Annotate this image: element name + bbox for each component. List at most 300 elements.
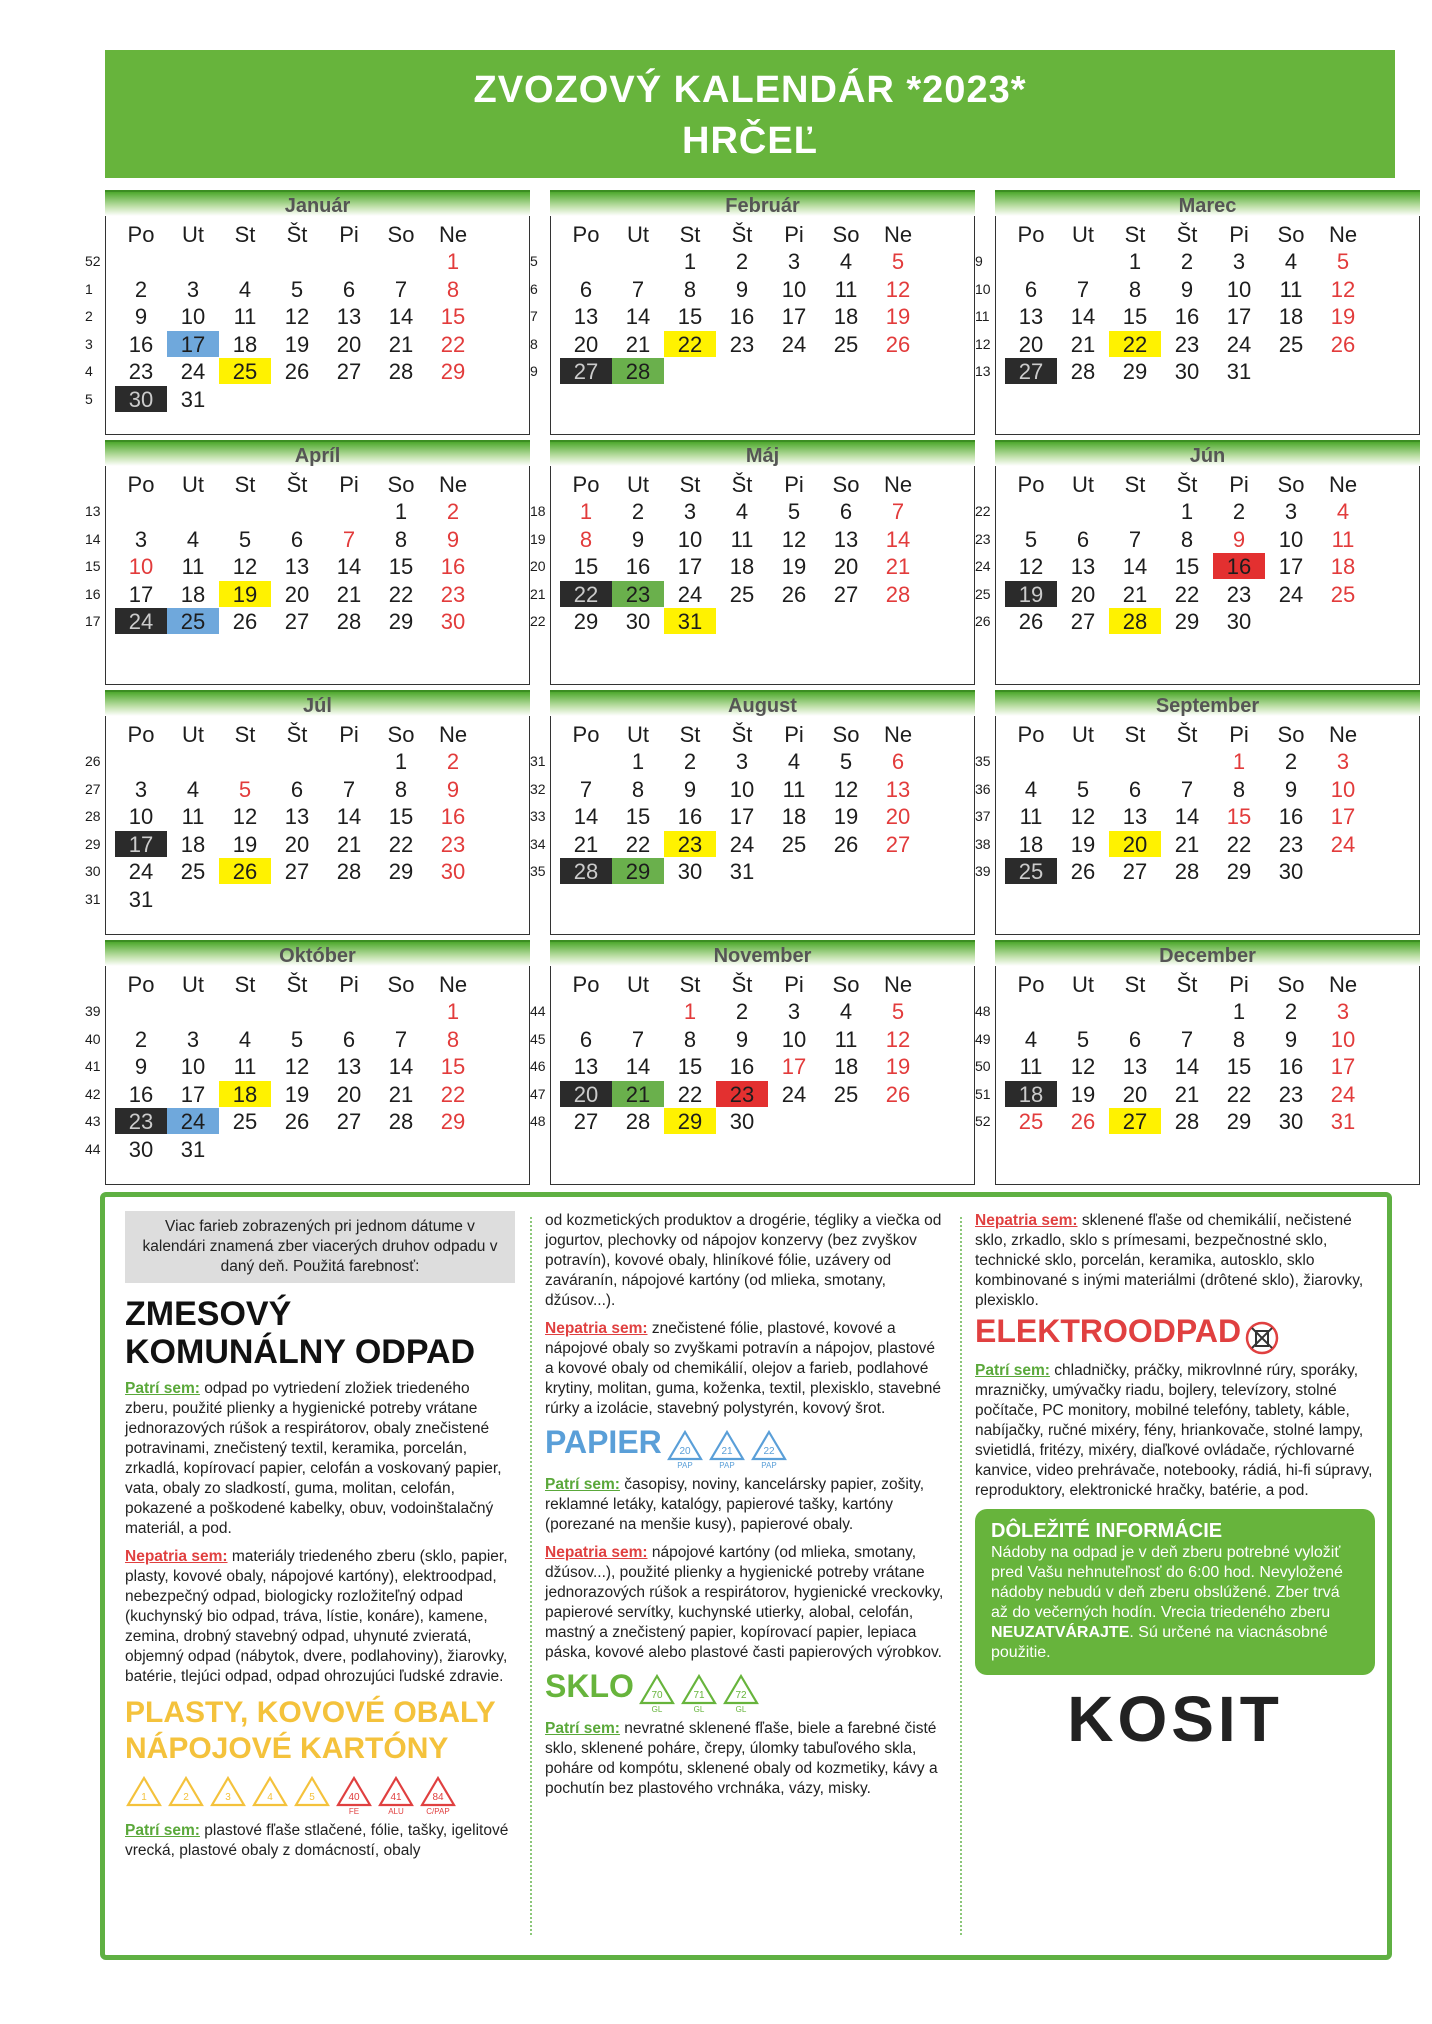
day-header: So <box>1277 222 1305 247</box>
day-header: Po <box>1017 722 1045 747</box>
calendar-day: 23 <box>664 831 716 857</box>
day-header: Št <box>731 972 753 997</box>
calendar-day: 6 <box>342 1026 356 1052</box>
calendar-day: 25 <box>1005 858 1057 884</box>
day-header: St <box>679 472 701 497</box>
calendar-day: 27 <box>1005 358 1057 384</box>
calendar-day: 19 <box>284 1081 310 1107</box>
week-number: 5 <box>85 390 93 407</box>
calendar-day: 13 <box>833 526 859 552</box>
svg-text:PAP: PAP <box>761 1461 777 1469</box>
calendar-day: 26 <box>833 831 859 857</box>
calendar-day: 27 <box>1109 1108 1161 1134</box>
calendar-day: 23 <box>716 1081 768 1107</box>
calendar-day: 20 <box>1122 1081 1148 1107</box>
calendar-day: 23 <box>729 331 755 357</box>
day-header: Št <box>1176 472 1198 497</box>
calendar-day: 28 <box>1109 608 1161 634</box>
calendar-day: 7 <box>631 276 645 302</box>
svg-text:PAP: PAP <box>677 1461 693 1469</box>
week-number: 25 <box>975 585 991 602</box>
svg-text:20: 20 <box>679 1446 691 1457</box>
week-number: 45 <box>530 1030 546 1047</box>
crossed-bin-icon <box>1245 1321 1279 1355</box>
calendar-day: 12 <box>885 1026 911 1052</box>
week-number: 23 <box>975 530 991 547</box>
week-number: 16 <box>85 585 101 602</box>
calendar-day: 1 <box>579 499 593 524</box>
papier-recycle-icons <box>666 1440 792 1469</box>
week-number: 12 <box>975 335 991 352</box>
day-header: Št <box>286 222 308 247</box>
calendar-day: 2 <box>1284 999 1298 1024</box>
week-number: 20 <box>530 558 546 574</box>
day-header: St <box>234 722 256 747</box>
calendar-day: 8 <box>1128 276 1142 302</box>
sklo-patri: nevratné sklenené fľaše, biele a farebné čisté sklo, sklenené poháre, črepy, úlomky tabuľového skla, poháre od kompótu, sklenené obaly od kozmetiky, kávy a pochutín bez plastového vrchnáka, vázy, misky. <box>545 1720 938 1797</box>
calendar-day: 15 <box>440 1054 466 1079</box>
calendar-day: 19 <box>284 331 310 357</box>
day-header: Pi <box>784 722 804 747</box>
calendar-day: 7 <box>394 1026 408 1052</box>
calendar-day: 21 <box>388 1081 414 1107</box>
calendar-day: 25 <box>180 859 206 884</box>
calendar-day: 11 <box>834 1026 858 1052</box>
calendar-day: 13 <box>573 1054 599 1079</box>
day-header: Št <box>286 722 308 747</box>
patri-label: Patrí sem: <box>975 1362 1050 1379</box>
week-number: 35 <box>530 863 546 879</box>
calendar-day: 31 <box>729 859 755 884</box>
day-header: Po <box>127 222 155 247</box>
calendar-day: 30 <box>1278 859 1304 884</box>
day-header: So <box>832 972 860 997</box>
calendar-day: 12 <box>284 1054 310 1079</box>
calendar-day: 6 <box>1128 1026 1142 1052</box>
calendar-day: 1 <box>1128 249 1142 274</box>
day-header: So <box>1277 972 1305 997</box>
week-number: 19 <box>530 530 546 547</box>
calendar-day: 23 <box>1278 1081 1304 1107</box>
day-header: Ut <box>182 972 204 997</box>
week-number: 11 <box>975 308 990 324</box>
calendar-day: 8 <box>394 776 408 802</box>
day-header: Pi <box>784 472 804 497</box>
calendar-day: 13 <box>1122 1054 1148 1079</box>
calendar-day: 19 <box>885 1054 911 1079</box>
nepatri-label: Nepatria sem: <box>545 1544 648 1561</box>
svg-text:GL: GL <box>735 1705 747 1713</box>
calendar-day: 16 <box>625 554 651 579</box>
month-august <box>520 690 975 935</box>
calendar-day: 7 <box>631 1026 645 1052</box>
calendar-day: 6 <box>839 499 853 524</box>
recycle-triangle-icon <box>708 1429 746 1469</box>
month-február <box>520 190 975 435</box>
calendar-day: 25 <box>833 1081 859 1107</box>
calendar-day: 30 <box>440 609 466 634</box>
calendar-day: 1 <box>683 999 697 1024</box>
calendar-day: 4 <box>1284 249 1298 274</box>
svg-text:22: 22 <box>763 1446 775 1457</box>
calendar-day: 11 <box>181 554 205 579</box>
day-header: So <box>387 472 415 497</box>
plasty-recycle-icons <box>125 1775 515 1815</box>
calendar-day: 17 <box>729 804 755 829</box>
calendar-day: 5 <box>238 776 252 802</box>
calendar-day: 27 <box>336 359 362 384</box>
calendar-day: 13 <box>885 776 911 802</box>
week-number: 34 <box>530 835 546 852</box>
calendar-day: 17 <box>1330 804 1356 829</box>
calendar-day: 24 <box>180 359 206 384</box>
info-panel <box>100 1192 1392 1960</box>
calendar-day: 15 <box>1174 554 1200 579</box>
nepatri-label: Nepatria sem: <box>545 1320 648 1337</box>
month-name: Jún <box>995 440 1420 466</box>
calendar-day: 9 <box>1180 276 1194 302</box>
day-header: St <box>1124 222 1146 247</box>
month-name: Marec <box>995 190 1420 216</box>
calendar-day: 14 <box>885 526 911 552</box>
calendar-day: 22 <box>677 1081 703 1107</box>
day-header: Ut <box>627 472 649 497</box>
calendar-day: 13 <box>336 1054 362 1079</box>
day-header: Ne <box>883 972 913 997</box>
calendar-day: 9 <box>735 1026 749 1052</box>
calendar-day: 16 <box>1278 804 1304 829</box>
day-header: St <box>679 722 701 747</box>
calendar-day: 15 <box>677 304 703 329</box>
papier-title: PAPIER <box>545 1424 662 1461</box>
week-number: 51 <box>975 1085 991 1102</box>
calendar-day: 29 <box>1226 1109 1252 1134</box>
svg-text:41: 41 <box>390 1792 402 1803</box>
calendar-day: 29 <box>612 858 664 884</box>
recycle-triangle-icon <box>722 1673 760 1713</box>
day-header: Po <box>572 722 600 747</box>
calendar-day: 16 <box>128 1081 154 1107</box>
calendar-day: 2 <box>683 749 697 774</box>
calendar-day: 31 <box>128 886 154 912</box>
elektro-title: ELEKTROODPAD <box>975 1313 1242 1350</box>
calendar-day: 18 <box>180 831 206 857</box>
day-header: Št <box>731 222 753 247</box>
recycle-triangle-icon <box>167 1775 205 1815</box>
calendar-day: 29 <box>440 1109 466 1134</box>
calendar-day: 22 <box>388 831 414 857</box>
calendar-day: 10 <box>1278 526 1304 552</box>
dolezite-text-a: Nádoby na odpad je v deň zberu potrebné vyložiť pred Vašu nehnuteľnosť do 6:00 hod. Nevyložené nádoby nebudú v deň zberu obslúžené. Zber trvá až do večerných hodín. Vrecia triedeného zberu <box>991 1544 1343 1621</box>
patri-label: Patrí sem: <box>125 1380 200 1397</box>
calendar-day: 24 <box>167 1108 219 1134</box>
calendar-day: 4 <box>839 999 853 1024</box>
day-header: Ut <box>1072 722 1094 747</box>
week-number: 5 <box>530 253 538 269</box>
week-number: 31 <box>530 753 546 769</box>
calendar-day: 25 <box>1018 1109 1044 1134</box>
calendar-day: 15 <box>1122 304 1148 329</box>
calendar-day: 1 <box>631 749 645 774</box>
calendar-day: 18 <box>232 331 258 357</box>
papier-patri: časopisy, noviny, kancelársky papier, zošity, reklamné letáky, katalógy, papierové tašky, kartóny (porezané na menšie kusy), papierové obaly. <box>545 1476 925 1533</box>
calendar-day: 11 <box>181 804 205 829</box>
svg-text:84: 84 <box>432 1792 444 1803</box>
calendar-day: 30 <box>440 859 466 884</box>
calendar-day: 6 <box>342 276 356 302</box>
calendar-day: 29 <box>388 859 414 884</box>
calendar-day: 16 <box>729 304 755 329</box>
svg-text:3: 3 <box>225 1792 231 1803</box>
calendar-day: 3 <box>1336 749 1350 774</box>
calendar-day: 19 <box>232 831 258 857</box>
svg-text:4: 4 <box>267 1792 273 1803</box>
calendar-day: 29 <box>388 609 414 634</box>
calendar-day: 3 <box>186 276 200 302</box>
calendar-day: 4 <box>1336 499 1350 524</box>
calendar-day: 10 <box>729 776 755 802</box>
calendar-day: 3 <box>787 999 801 1024</box>
calendar-day: 25 <box>781 831 807 857</box>
calendar-day: 21 <box>336 581 362 607</box>
calendar-day: 12 <box>1330 276 1356 302</box>
calendar-day: 18 <box>781 804 807 829</box>
calendar-day: 10 <box>1330 776 1356 802</box>
calendar-day: 12 <box>781 526 807 552</box>
day-header: Po <box>1017 472 1045 497</box>
dolezite-text-b: NEUZATVÁRAJTE <box>991 1624 1130 1641</box>
calendar-day: 26 <box>885 331 911 357</box>
calendar-day: 27 <box>1070 609 1096 634</box>
calendar-day: 13 <box>284 554 310 579</box>
calendar-day: 8 <box>631 776 645 802</box>
calendar-day: 9 <box>446 526 460 552</box>
calendar-day: 13 <box>1018 304 1044 329</box>
calendar-day: 12 <box>833 776 859 802</box>
papier-nepatri: nápojové kartóny (od mlieka, smotany, džúsov...), použité plienky a hygienické potreby vrátane jednorazových rúšok a respirátorov, hygienické vreckovky, papierové servítky, kuchynské utierky, alobal, celofán, mastný a znečistený papier, kopírovací papier, lepiaca páska, kovové alebo plastové časti papierových výrobkov. <box>545 1544 944 1661</box>
calendar-day: 21 <box>336 831 362 857</box>
week-number: 6 <box>530 280 538 297</box>
calendar-day: 20 <box>336 331 362 357</box>
calendar-day: 11 <box>730 526 754 552</box>
calendar-day: 21 <box>573 831 599 857</box>
calendar-day: 16 <box>1174 304 1200 329</box>
calendar-day: 24 <box>781 331 807 357</box>
week-number: 30 <box>85 863 101 879</box>
day-header: St <box>234 972 256 997</box>
calendar-day: 11 <box>1331 526 1355 552</box>
calendar-day: 20 <box>1070 581 1096 607</box>
day-header: Pi <box>339 722 359 747</box>
calendar-day: 2 <box>134 1026 148 1052</box>
day-header: Ne <box>438 972 468 997</box>
calendar-day: 17 <box>781 304 807 329</box>
week-number: 27 <box>85 780 101 797</box>
plasty-title-1: PLASTY, KOVOVÉ OBALY <box>125 1696 496 1729</box>
calendar-day: 31 <box>180 1136 206 1162</box>
day-header: Pi <box>784 222 804 247</box>
calendar-day: 17 <box>677 554 703 579</box>
kosit-logo: KOSIT <box>1067 1683 1283 1755</box>
calendar-day: 27 <box>336 1109 362 1134</box>
calendar-day: 24 <box>1278 581 1304 607</box>
zko-title: ZMESOVÝ KOMUNÁLNY ODPAD <box>125 1295 476 1371</box>
day-header: Ne <box>438 472 468 497</box>
day-header: St <box>679 972 701 997</box>
day-header: Pi <box>339 222 359 247</box>
month-name: Júl <box>105 690 530 716</box>
week-number: 42 <box>85 1085 101 1102</box>
nepatri-label: Nepatria sem: <box>975 1212 1078 1229</box>
calendar-day: 20 <box>573 331 599 357</box>
calendar-day: 31 <box>1330 1109 1356 1134</box>
calendar-day: 19 <box>833 804 859 829</box>
calendar-day: 8 <box>1232 1026 1246 1052</box>
calendar-day: 5 <box>1024 526 1038 552</box>
calendar-day: 7 <box>342 526 356 552</box>
calendar-day: 18 <box>1005 1081 1057 1107</box>
day-header: Št <box>1176 722 1198 747</box>
week-number: 52 <box>975 1113 991 1129</box>
calendar-day: 19 <box>1070 831 1096 857</box>
calendar-day: 24 <box>115 608 167 634</box>
calendar-day: 27 <box>1122 859 1148 884</box>
color-note: Viac farieb zobrazených pri jednom dátume v kalendári znamená zber viacerých druhov odpadu v daný deň. Použitá farebnosť: <box>125 1211 515 1283</box>
calendar-day: 6 <box>290 526 304 552</box>
calendar-day: 25 <box>833 331 859 357</box>
day-header: Pi <box>1229 972 1249 997</box>
calendar-day: 16 <box>729 1054 755 1079</box>
calendar-day: 14 <box>336 554 362 579</box>
calendar-day: 5 <box>290 276 304 302</box>
month-november <box>520 940 975 1185</box>
calendar-day: 16 <box>1213 553 1265 579</box>
month-marec <box>965 190 1420 435</box>
calendar-day: 10 <box>180 1054 206 1079</box>
calendar-day: 22 <box>625 831 651 857</box>
calendar-day: 23 <box>440 831 466 857</box>
calendar-day: 11 <box>834 276 858 302</box>
svg-text:21: 21 <box>721 1446 733 1457</box>
calendar-day: 19 <box>885 304 911 329</box>
calendar-day: 20 <box>1018 331 1044 357</box>
calendar-day: 4 <box>238 276 252 302</box>
calendar-day: 14 <box>1070 304 1096 329</box>
calendar-day: 19 <box>1330 304 1356 329</box>
week-number: 48 <box>975 1003 991 1019</box>
calendar-day: 2 <box>735 999 749 1024</box>
calendar-day: 31 <box>664 608 716 634</box>
week-number: 22 <box>530 613 546 629</box>
day-header: So <box>1277 472 1305 497</box>
calendar-day: 7 <box>891 499 905 524</box>
calendar-day: 28 <box>336 859 362 884</box>
calendar-day: 28 <box>612 358 664 384</box>
calendar-day: 18 <box>1278 304 1304 329</box>
week-number: 41 <box>85 1058 101 1074</box>
calendar-day: 15 <box>388 554 414 579</box>
calendar-day: 13 <box>336 304 362 329</box>
calendar-day: 27 <box>885 831 911 857</box>
day-header: So <box>387 972 415 997</box>
zko-patri: odpad po vytriedení zložiek triedeného zberu, použité plienky a hygienické potreby vrátane jednorazových rúšok a respirátorov, obaly znečistené potravinami, znečistený textil, keramika, porcelán, zrkadlá, kopírovací papier, celofán a voskovaný papier, vata, obaly zo sladkostí, guma, molitan, celofán, pokazené a poškodené kabelky, obuv, vodoinštalačný materiál, a pod. <box>125 1380 502 1537</box>
day-header: So <box>832 722 860 747</box>
calendar-day: 4 <box>1024 1026 1038 1052</box>
calendar-day: 14 <box>336 804 362 829</box>
calendar-day: 4 <box>839 249 853 274</box>
calendar-day: 21 <box>1122 581 1148 607</box>
week-number: 46 <box>530 1058 546 1074</box>
week-number: 48 <box>530 1113 546 1129</box>
calendar-day: 4 <box>186 776 200 802</box>
calendar-day: 14 <box>1174 1054 1200 1079</box>
calendar-day: 29 <box>440 359 466 384</box>
calendar-day: 11 <box>782 776 806 802</box>
day-header: Ut <box>182 222 204 247</box>
calendar-day: 12 <box>1018 554 1044 579</box>
calendar-day: 2 <box>1232 499 1246 524</box>
day-header: Pi <box>1229 722 1249 747</box>
calendar-day: 25 <box>1330 581 1356 607</box>
svg-text:72: 72 <box>735 1690 747 1701</box>
week-number: 2 <box>85 308 93 324</box>
calendar-day: 10 <box>128 804 154 829</box>
calendar-day: 8 <box>1232 776 1246 802</box>
week-number: 40 <box>85 1030 101 1047</box>
calendar-day: 26 <box>1070 859 1096 884</box>
day-header: St <box>679 222 701 247</box>
calendar-day: 24 <box>1330 831 1356 857</box>
day-header: Ne <box>438 722 468 747</box>
day-header: Ut <box>627 222 649 247</box>
calendar-day: 13 <box>1070 554 1096 579</box>
day-header: St <box>234 472 256 497</box>
calendar-day: 20 <box>1109 831 1161 857</box>
calendar-day: 5 <box>238 526 252 552</box>
calendar-day: 22 <box>1109 331 1161 357</box>
week-number: 7 <box>530 308 538 324</box>
calendar-day: 7 <box>394 276 408 302</box>
week-number: 21 <box>530 585 546 602</box>
calendar-day: 31 <box>180 386 206 412</box>
calendar-day: 7 <box>1076 276 1090 302</box>
calendar-day: 22 <box>1226 1081 1252 1107</box>
svg-text:40: 40 <box>348 1792 360 1803</box>
day-header: Ut <box>182 722 204 747</box>
day-header: Po <box>127 972 155 997</box>
calendar-day: 30 <box>1278 1109 1304 1134</box>
calendar-day: 17 <box>180 1081 206 1107</box>
month-name: Január <box>105 190 530 216</box>
calendar-day: 27 <box>284 609 310 634</box>
calendar-day: 1 <box>1180 499 1194 524</box>
calendar-day: 28 <box>885 581 911 607</box>
calendar-day: 2 <box>735 249 749 274</box>
calendar-day: 21 <box>388 331 414 357</box>
calendar-day: 2 <box>1180 249 1194 274</box>
recycle-triangle-icon <box>750 1429 788 1469</box>
week-number: 14 <box>85 530 101 547</box>
calendar-day: 6 <box>290 776 304 802</box>
calendar-day: 3 <box>186 1026 200 1052</box>
calendar-day: 11 <box>233 304 257 329</box>
calendar-day: 7 <box>1128 526 1142 552</box>
day-header: So <box>387 222 415 247</box>
week-number: 9 <box>530 363 538 379</box>
week-number: 44 <box>85 1140 101 1157</box>
week-number: 9 <box>975 253 983 269</box>
calendar-day: 26 <box>1070 1109 1096 1134</box>
